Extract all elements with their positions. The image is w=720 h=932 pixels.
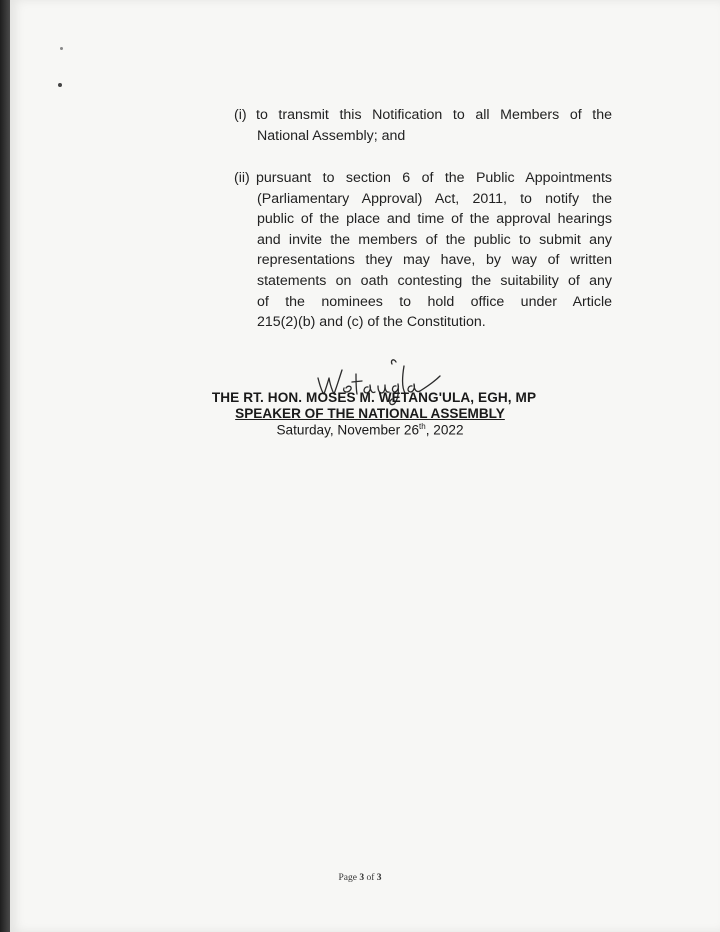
item-line: of the nominees to hold office under Article xyxy=(257,293,612,310)
item-line: public of the place and time of the approval hearings xyxy=(257,211,612,228)
item-line: (Parliamentary Approval) Act, 2011, to notify the xyxy=(257,190,612,207)
signature-date xyxy=(190,422,550,438)
signature-block xyxy=(190,390,550,438)
scan-speck xyxy=(58,83,62,87)
page-label: Page xyxy=(338,873,357,883)
page-footer xyxy=(0,873,720,883)
date-ordinal: th xyxy=(419,422,426,431)
item-line: statements on oath contesting the suitability of any xyxy=(257,272,612,289)
item-line: to transmit this Notification to all Members of the xyxy=(256,107,612,123)
item-line: 215(2)(b) and (c) of the Constitution. xyxy=(257,314,486,331)
date-year: , 2022 xyxy=(425,422,464,438)
list-item-i xyxy=(234,105,612,146)
list-item-ii xyxy=(234,168,612,333)
item-line: representations they may have, by way of written xyxy=(257,252,612,269)
date-prefix: Saturday, November 26 xyxy=(276,422,420,438)
left-page-edge xyxy=(0,0,10,932)
item-line: and invite the members of the public to submit any xyxy=(257,231,612,248)
item-line: National Assembly; and xyxy=(257,127,406,144)
page-total: 3 xyxy=(376,873,382,883)
item-line: pursuant to section 6 of the Public Appointments xyxy=(256,170,612,186)
of-label: of xyxy=(366,873,375,883)
item-number: (i) xyxy=(234,107,247,123)
scan-speck xyxy=(60,47,63,50)
signatory-name: THE RT. HON. MOSES M. WETANG'ULA, EGH, MP xyxy=(211,390,537,405)
page-number: 3 xyxy=(359,873,365,883)
item-number: (ii) xyxy=(234,170,250,186)
signatory-title: SPEAKER OF THE NATIONAL ASSEMBLY xyxy=(235,406,505,421)
